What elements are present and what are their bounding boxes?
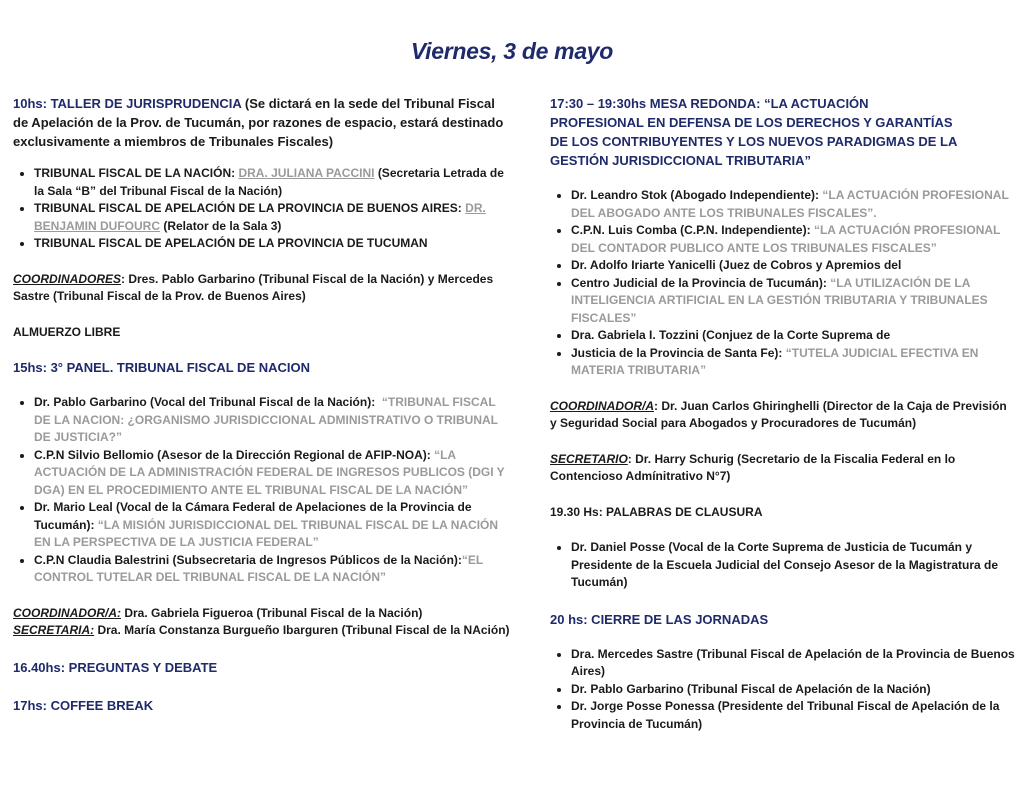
coordinators-text: : Dres. Pablo Garbarino (Tribunal Fiscal de la Nación) y Mercedes Sastre (Tribunal Fiscal de la Prov. de Buenos Aires) [13,271,494,303]
talk-topic: “TUTELA JUDICIAL EFECTIVA EN MATERIA TRIBUTARIA” [571,345,979,377]
speaker: Dr. Adolfo Iriarte Yanicelli (Juez de Cobros y Apremios del [571,258,902,272]
speaker: Centro Judicial de la Provincia de Tucumán): [571,275,827,290]
list-item [571,345,1016,380]
speaker: Dr. Mario Leal (Vocal de la Cámara Federal de Apelaciones de la Provincia de Tucumán): [34,500,472,532]
workshop-list [13,165,511,253]
talk-topic: “LA ACTUACIÓN PROFESIONAL DEL CONTADOR PUBLICO ANTE LOS TRIBUNALES FISCALES” [571,223,1001,255]
org-name: TRIBUNAL FISCAL DE APELACIÓN DE LA PROVINCIA DE TUCUMAN [34,236,428,250]
coordinator-text: Dra. Gabriela Figueroa (Tribunal Fiscal de la Nación) [121,605,423,620]
list-item: • Dra. Mercedes Sastre (Tribunal Fiscal de Apelación de la Provincia de Buenos Aires) [571,646,1016,681]
talk-topic: “TRIBUNAL FISCAL DE LA NACION: ¿ORGANISMO JURISDICCIONAL ADMINISTRATIVO O TRIBUNAL DE JUSTICIA?” [34,395,498,444]
person-link[interactable]: DRA. JULIANA PACCINI [238,166,375,180]
closing-heading: 20 hs: CIERRE DE LAS JORNADAS [550,611,769,627]
panel-heading: 15hs: 3° PANEL. TRIBUNAL FISCAL DE NACION [13,360,311,375]
roundtable-coordinator [550,398,1016,433]
speaker: C.P.N Silvio Bellomio (Asesor de la Dirección Regional de AFIP-NOA): [34,447,431,462]
workshop-note: (Se dictará en la sede del Tribunal Fiscal de Apelación de la Prov. de Tucumán, por razones de espacio, estará destinado exclusivamente a miembros de Tribunales Fiscales) [13,96,504,149]
coordinator-label: COORDINADOR/A [550,398,654,413]
talk-topic: “LA ACTUACIÓN PROFESIONAL DEL ABOGADO ANTE LOS TRIBUNALES FISCALES”. [571,188,1009,220]
speaker: Dra. Gabriela I. Tozzini (Conjuez de la Corte Suprema de [571,328,891,342]
roundtable-secretary [550,451,1016,486]
list-item [34,447,511,500]
list-item [34,499,511,552]
panel-list [13,394,511,587]
list-item [571,257,1016,275]
speaker: Dr. Pablo Garbarino (Vocal del Tribunal Fiscal de la Nación): [34,395,376,409]
speaker: Justicia de la Provincia de Santa Fe): [571,345,783,360]
talk-topic: “EL CONTROL TUTELAR DEL TRIBUNAL FISCAL DE LA NACIÓN” [34,552,484,584]
list-item: • Dr. Daniel Posse (Vocal de la Corte Suprema de Justicia de Tucumán y Presidente de la Escuela Judicial del Consejo Asesor de la Magistratura de Tucumán) [571,539,1016,592]
closing-words-list [550,539,1016,592]
workshop-coordinators [13,271,511,306]
list-item [34,200,511,235]
list-item [571,222,1016,257]
speaker: C.P.N. Luis Comba (C.P.N. Independiente): [571,223,811,237]
list-item: • Dr. Jorge Posse Ponessa (Presidente del Tribunal Fiscal de Apelación de la Provincia de Tucumán) [571,698,1016,733]
closing-list [550,646,1016,734]
workshop-time: 10hs: TALLER DE JURISPRUDENCIA [13,96,242,111]
secretary-text: : Dr. Harry Schurig (Secretario de la Fiscalia Federal en lo Contencioso Admínitrativo N°7) [550,451,956,483]
speaker: Dr. Leandro Stok (Abogado Independiente): [571,188,820,202]
lunch-label: ALMUERZO LIBRE [13,324,121,339]
secretary-label: SECRETARIO [550,451,628,466]
list-item [34,552,511,587]
closing-words-heading: 19.30 Hs: PALABRAS DE CLAUSURA [550,504,763,519]
coordinator-text: : Dr. Juan Carlos Ghiringhelli (Director de la Caja de Previsión y Seguridad Social para Abogados y Procuradores de Tucumán) [550,398,1007,430]
talk-topic: “LA UTILIZACIÓN DE LA INTELIGENCIA ARTIFICIAL EN LA GESTIÓN TRIBUTARIA Y TRIBUNALES FISCALES” [571,275,988,325]
person-role: (Secretaria Letrada de la Sala “B” del Tribunal Fiscal de la Nación) [34,166,504,198]
list-item [34,394,511,447]
list-item [571,187,1016,222]
person-link[interactable]: DR. BENJAMIN DUFOURC [34,201,486,233]
org-name: TRIBUNAL FISCAL DE APELACIÓN DE LA PROVINCIA DE BUENOS AIRES: [34,201,462,215]
workshop-heading [13,94,511,151]
left-column [13,94,511,715]
secretary-label: SECRETARIA: [13,623,95,637]
questions-heading: 16.40hs: PREGUNTAS Y DEBATE [13,659,218,675]
list-item [34,165,511,200]
list-item [571,327,1016,345]
list-item [34,235,511,253]
roundtable-heading: 17:30 – 19:30hs MESA REDONDA: “LA ACTUACIÓN PROFESIONAL EN DEFENSA DE LOS DERECHOS Y GARANTÍAS DE LOS CONTRIBUYENTES Y LOS NUEVOS PARADIGMAS DE LA GESTIÓN JURISDICCIONAL TRIBUTARIA” [550,96,957,168]
speaker: C.P.N Claudia Balestrini (Subsecretaria de Ingresos Públicos de la Nación): [34,552,462,567]
roundtable-list [550,187,1016,380]
coffee-heading: 17hs: COFFEE BREAK [13,697,154,713]
list-item: • Dr. Pablo Garbarino (Tribunal Fiscal de Apelación de la Nación) [571,681,1016,699]
talk-topic: “LA ACTUACIÓN DE LA ADMINISTRACIÓN FEDERAL DE INGRESOS PUBLICOS (DGI Y DGA) EN EL PROCEDIMIENTO ANTE EL TRIBUNAL FISCAL DE LA NACIÓN” [34,447,505,497]
talk-topic: “LA MISIÓN JURISDICCIONAL DEL TRIBUNAL FISCAL DE LA NACIÓN EN LA PERSPECTIVA DE LA JUSTICIA FEDERAL” [34,517,499,549]
coordinators-label: COORDINADORES [13,271,122,286]
right-column [550,94,1016,733]
page-title: Viernes, 3 de mayo [410,38,614,64]
coordinator-label: COORDINADOR/A: [13,605,121,620]
person-role: (Relator de la Sala 3) [163,218,282,233]
secretary-text: Dra. María Constanza Burgueño Ibarguren (Tribunal Fiscal de la NAción) [94,623,510,637]
panel-secretary [13,622,511,640]
list-item [571,275,1016,328]
panel-coordinator [13,605,511,623]
org-name: TRIBUNAL FISCAL DE LA NACIÓN: [34,166,236,180]
